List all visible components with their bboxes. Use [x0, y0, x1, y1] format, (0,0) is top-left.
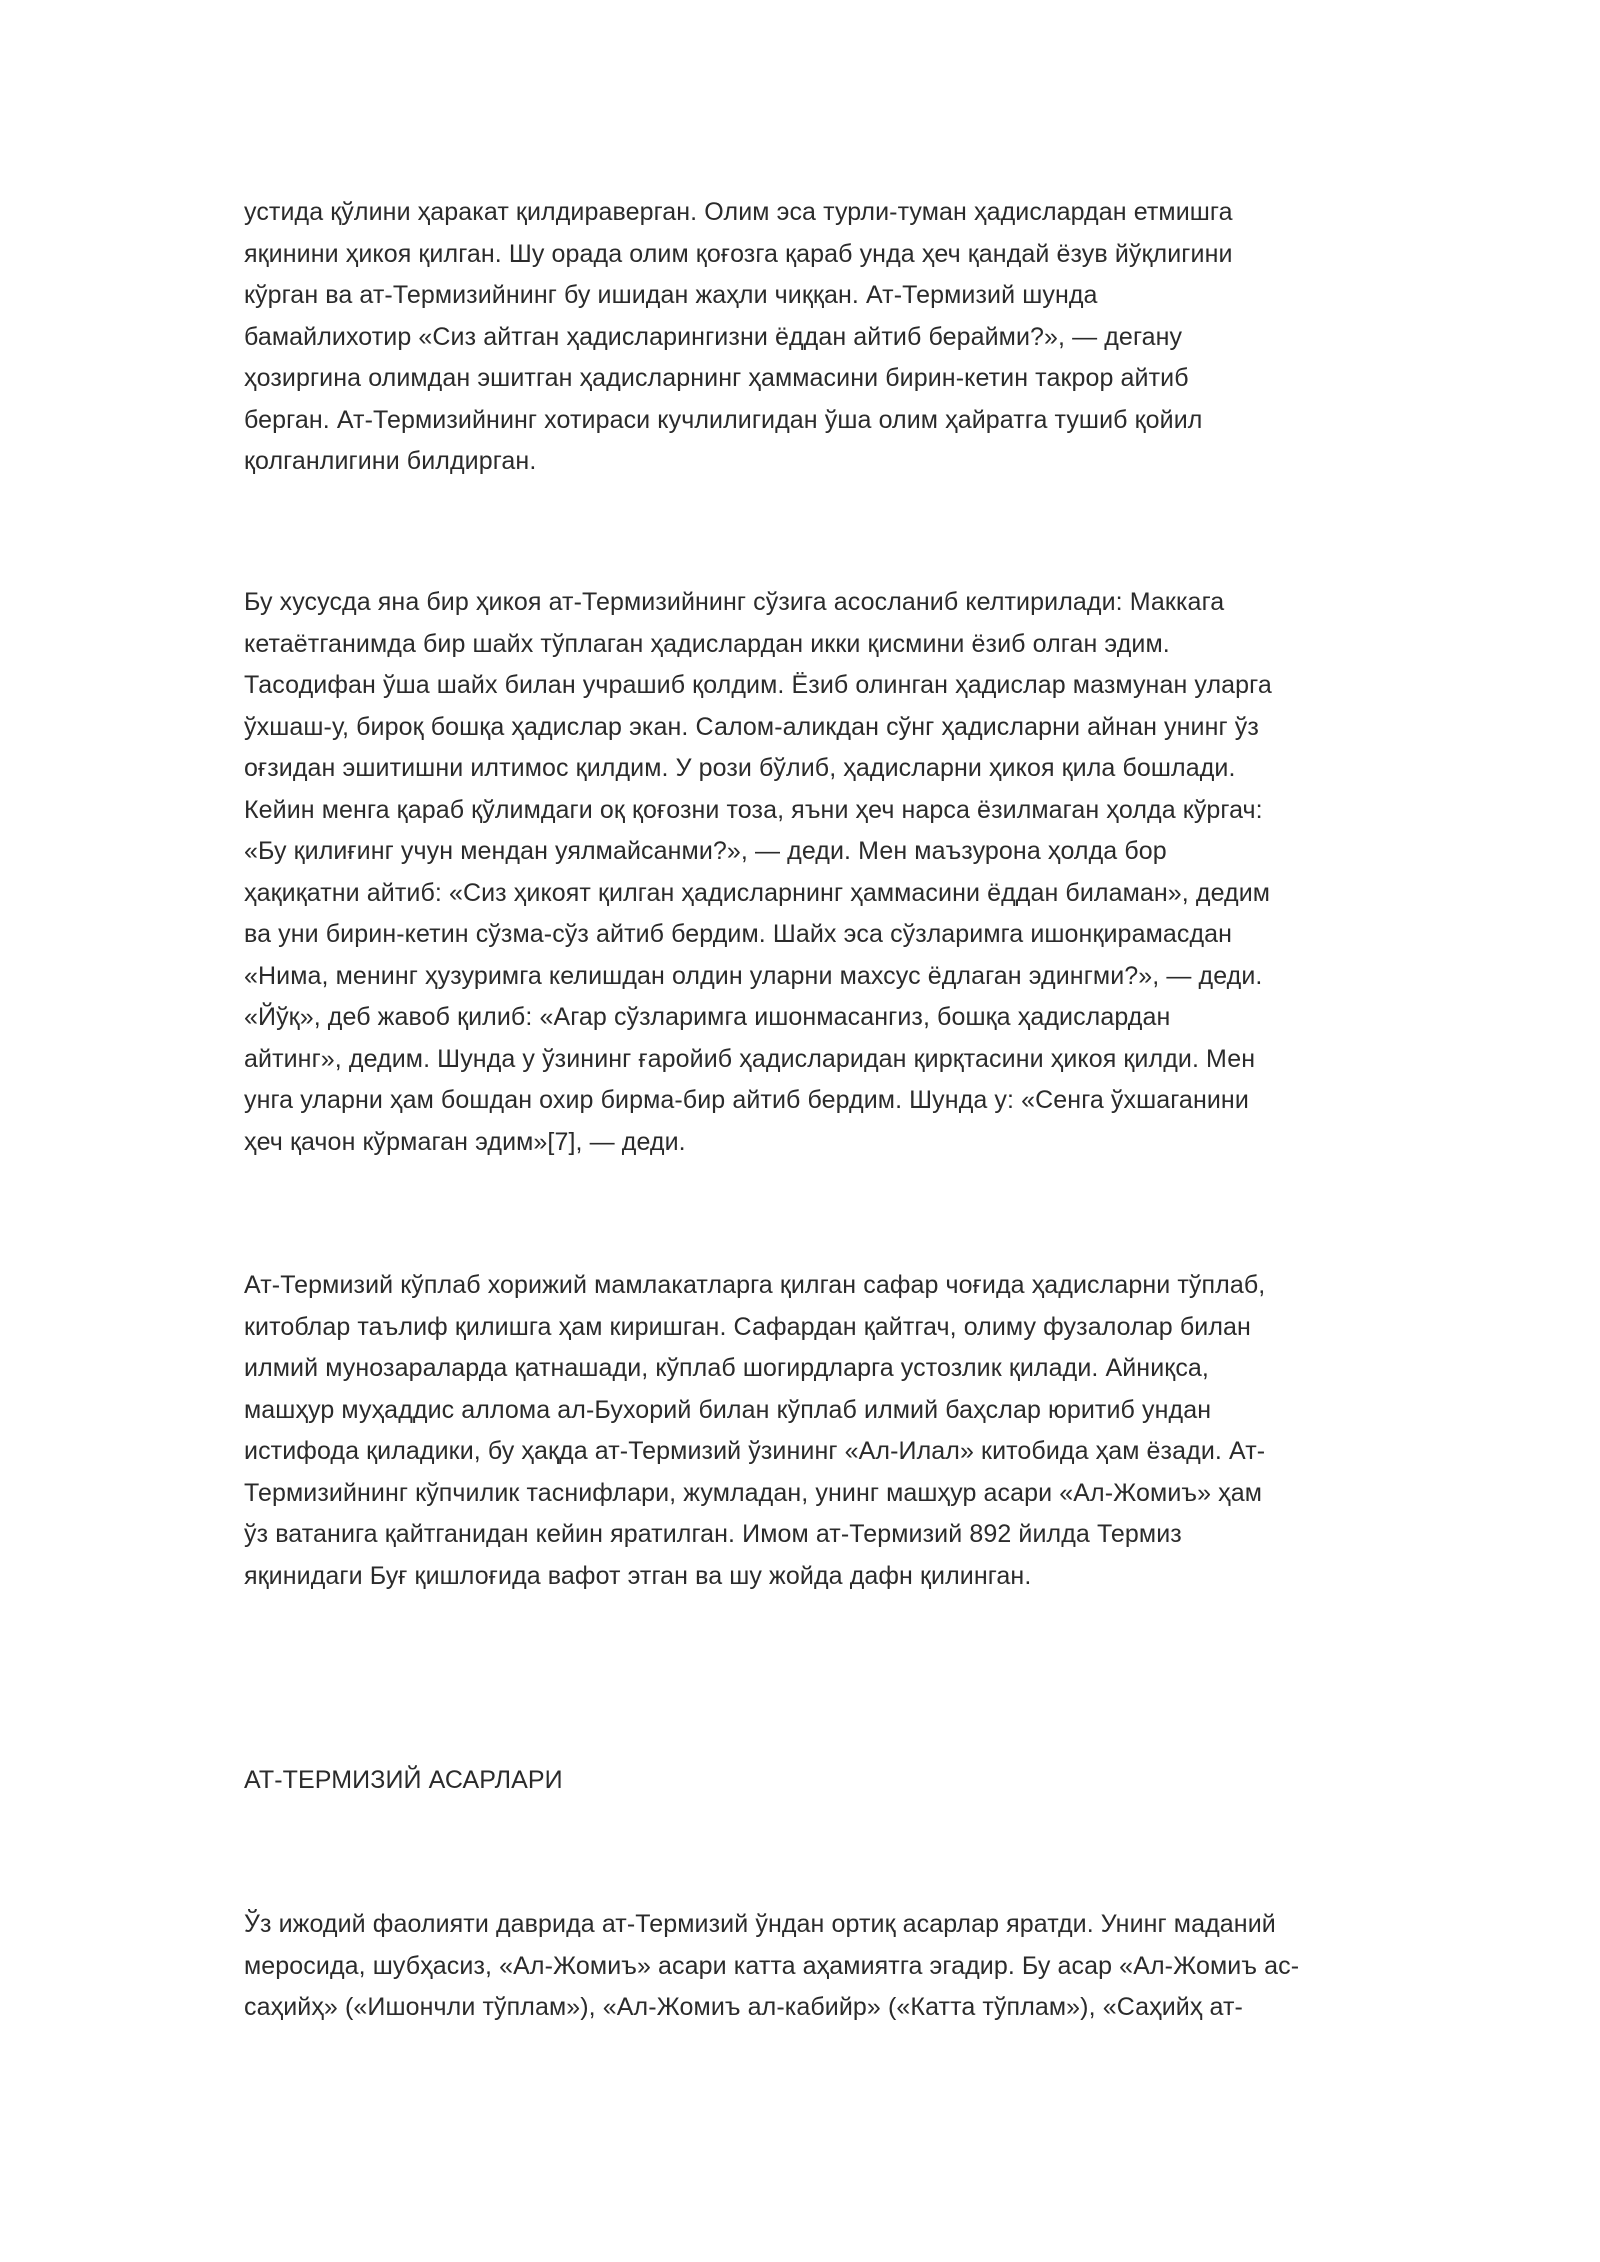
text-line: ва уни бирин-кетин сўзма-сўз айтиб бердим. Шайх эса сўзларимга ишонқирамасдан — [244, 920, 1233, 948]
paragraph-3 — [244, 1265, 1374, 1597]
text-line: «Йўқ», деб жавоб қилиб: «Агар сўзларимга ишонмасангиз, бошқа ҳадислардан — [244, 1003, 1171, 1031]
text-line: машҳур муҳаддис аллома ал-Бухорий билан кўплаб илмий баҳслар юритиб ундан — [244, 1395, 1212, 1424]
text-line: Кейин менга қараб қўлимдаги оқ қоғозни тоза, яъни ҳеч нарса ёзилмаган ҳолда кўргач: — [244, 795, 1263, 824]
text-line: устида қўлини ҳаракат қилдираверган. Олим эса турли-туман ҳадислардан етмишга — [244, 198, 1233, 226]
text-line: берган. Ат-Термизийнинг хотираси кучлилигидан ўша олим ҳайратга тушиб қойил — [244, 405, 1203, 434]
text-line: меросида, шубҳасиз, «Ал-Жомиъ» асари катта аҳамиятга эгадир. Бу асар «Ал-Жомиъ ас- — [244, 1951, 1300, 1980]
text-line: унга уларни ҳам бошдан охир бирма-бир айтиб бердим. Шунда у: «Сенга ўхшаганини — [244, 1086, 1249, 1114]
paragraph-2 — [244, 582, 1374, 1163]
text-line: яқинини ҳикоя қилган. Шу орада олим қоғозга қараб унда ҳеч қандай ёзув йўқлигини — [244, 239, 1233, 268]
text-line: оғзидан эшитишни илтимос қилдим. У рози бўлиб, ҳадисларни ҳикоя қила бошлади. — [244, 754, 1236, 782]
paragraph-1 — [244, 192, 1374, 483]
text-line: айтинг», дедим. Шунда у ўзининг ғаройиб ҳадисларидан қирқтасини ҳикоя қилди. Мен — [244, 1044, 1256, 1073]
text-line: Ўз ижодий фаолияти даврида ат-Термизий ўндан ортиқ асарлар яратди. Унинг маданий — [244, 1910, 1276, 1938]
text-line: ўхшаш-у, бироқ бошқа ҳадислар экан. Салом-аликдан сўнг ҳадисларни айнан унинг ўз — [244, 712, 1259, 741]
text-line: истифода қиладики, бу ҳақда ат-Термизий ўзининг «Ал-Илал» китобида ҳам ёзади. Ат- — [244, 1437, 1266, 1465]
text-line: ўз ватанига қайтганидан кейин яратилган. Имом ат-Термизий 892 йилда Термиз — [244, 1520, 1182, 1548]
paragraph-4 — [244, 1904, 1374, 2029]
text-line: ҳақиқатни айтиб: «Сиз ҳикоят қилган ҳадисларнинг ҳаммасини ёддан биламан», дедим — [244, 878, 1271, 907]
text-line: яқинидаги Буғ қишлоғида вафот этган ва шу жойда дафн қилинган. — [244, 1561, 1032, 1590]
text-line: ҳеч қачон кўрмаган эдим»[7], — деди. — [244, 1127, 686, 1156]
text-line: «Нима, менинг ҳузуримга келишдан олдин уларни махсус ёдлаган эдингми?», — деди. — [244, 961, 1263, 990]
text-line: илмий мунозараларда қатнашади, кўплаб шогирдларга устозлик қилади. Айниқса, — [244, 1354, 1209, 1382]
text-line: Бу хусусда яна бир ҳикоя ат-Термизийнинг сўзига асосланиб келтирилади: Маккага — [244, 588, 1225, 616]
text-line: кетаётганимда бир шайх тўплаган ҳадислардан икки қисмини ёзиб олган эдим. — [244, 629, 1170, 658]
text-line: қолганлигини билдирган. — [244, 447, 537, 475]
text-line: Термизийнинг кўпчилик таснифлари, жумладан, унинг машҳур асари «Ал-Жомиъ» ҳам — [244, 1478, 1263, 1507]
text-line: саҳийҳ» («Ишончли тўплам»), «Ал-Жомиъ ал-кабийр» («Катта тўплам»), «Саҳийҳ ат- — [244, 1993, 1243, 2021]
text-line: «Бу қилиғинг учун мендан уялмайсанми?», — деди. Мен маъзурона ҳолда бор — [244, 837, 1167, 865]
text-line: Ат-Термизий кўплаб хорижий мамлакатларга қилган сафар чоғида ҳадисларни тўплаб, — [244, 1271, 1266, 1299]
text-line: бамайлихотир «Сиз айтган ҳадисларингизни ёддан айтиб берайми?», — дегану — [244, 322, 1183, 351]
section-heading — [244, 1760, 1374, 1802]
text-line: ҳозиргина олимдан эшитган ҳадисларнинг ҳаммасини бирин-кетин такрор айтиб — [244, 364, 1189, 392]
text-line: Тасодифан ўша шайх билан учрашиб қолдим. Ёзиб олинган ҳадислар мазмунан уларга — [244, 671, 1272, 699]
text-line: кўрган ва ат-Термизийнинг бу ишидан жаҳли чиққан. Ат-Термизий шунда — [244, 281, 1098, 309]
heading-text: АТ-ТЕРМИЗИЙ АСАРЛАРИ — [244, 1766, 563, 1794]
text-line: китоблар таълиф қилишга ҳам киришган. Сафардан қайтгач, олиму фузалолар билан — [244, 1312, 1251, 1341]
